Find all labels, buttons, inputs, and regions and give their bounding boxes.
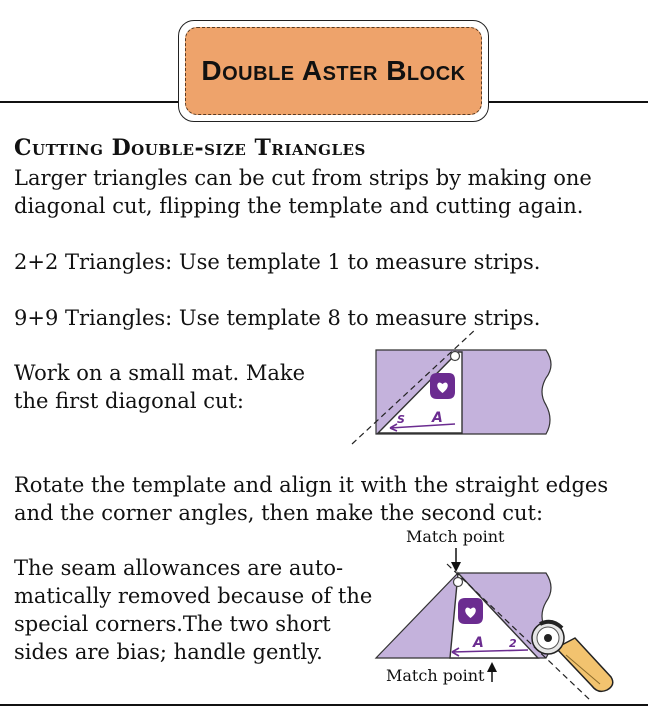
- step2-line-1: Rotate the template and align it with the straight edges: [14, 473, 609, 497]
- hand-heart-icon: [458, 598, 483, 624]
- step1-line-2: the first diagonal cut:: [14, 389, 245, 413]
- template-number-1: S: [397, 413, 405, 426]
- page-title: Double Aster Block: [201, 55, 466, 86]
- intro-line-2: diagonal cut, flipping the template and cutting again.: [14, 194, 584, 218]
- section-heading: Cutting Double-size Triangles: [14, 135, 366, 161]
- line-2x2-triangles: 2+2 Triangles: Use template 1 to measure strips.: [14, 250, 541, 274]
- intro-line-1: Larger triangles can be cut from strips by making one: [14, 166, 592, 190]
- match-point-label-top: Match point: [406, 527, 505, 546]
- match-point-label-bottom: Match point: [386, 666, 485, 685]
- step3-line-1: The seam allowances are auto-: [14, 556, 344, 580]
- line-9x9-triangles: 9+9 Triangles: Use template 8 to measure strips.: [14, 306, 541, 330]
- arrow-up-icon: [487, 662, 497, 682]
- arrow-down-icon: [451, 548, 461, 572]
- template-letter-2: A: [473, 635, 484, 651]
- template-hole-2: [454, 578, 463, 587]
- template-number-2: 2: [509, 637, 517, 650]
- step3-line-4: sides are bias; handle gently.: [14, 640, 323, 664]
- step3-line-2: matically removed because of the: [14, 584, 373, 608]
- step3-line-3: special corners.The two short: [14, 612, 331, 636]
- step2-line-2: and the corner angles, then make the second cut:: [14, 501, 544, 525]
- step1-line-1: Work on a small mat. Make: [14, 361, 305, 385]
- template-letter-1: A: [432, 410, 443, 426]
